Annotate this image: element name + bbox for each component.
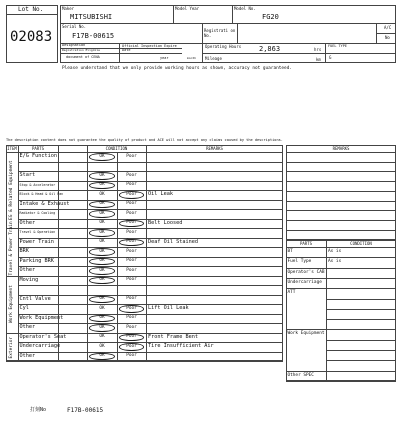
ok-option[interactable]: OK: [99, 305, 105, 311]
remarks-line: [286, 171, 396, 172]
row-line: [18, 266, 283, 267]
part-name: Block & Head & Oil Pan: [19, 192, 64, 197]
hrs-label: hrs: [314, 47, 322, 52]
ok-selected-circle: [89, 229, 115, 237]
parts-row-line: [326, 319, 396, 320]
ok-selected-circle: [89, 182, 115, 190]
remarks-col-line: [146, 145, 147, 361]
poor-option[interactable]: Poor: [126, 172, 137, 178]
operating-hours-label: Operating Hours: [205, 44, 242, 49]
remarks-header-line: [286, 152, 396, 153]
spec-condition: As is: [328, 259, 342, 265]
ok-option[interactable]: OK: [99, 267, 105, 273]
poor-selected-circle: [119, 334, 144, 342]
part-name: Other: [19, 324, 36, 330]
ok-selected-circle: [89, 277, 115, 285]
ac-label: A/C: [384, 25, 392, 30]
remark-text: Tire Insufficient Air: [148, 343, 214, 349]
remarks-box: [286, 145, 396, 240]
remark-text: Lift Oil Leak: [148, 305, 189, 311]
poor-option[interactable]: Poor: [126, 153, 137, 159]
inspection-label: Official Inspection Expire Date: [122, 44, 177, 52]
maker-label: Maker: [62, 6, 75, 11]
ok-option[interactable]: OK: [99, 210, 105, 216]
remarks-line: [286, 162, 396, 163]
group-label: Exterior: [9, 335, 14, 358]
lot-number: 02083: [10, 29, 53, 45]
group-label: Work Equipment: [9, 285, 14, 323]
ok-selected-circle: [89, 248, 115, 256]
spec-part: ATT: [287, 290, 296, 296]
ok-option[interactable]: OK: [99, 191, 105, 197]
part-name: E/G Function: [19, 153, 57, 159]
row-line: [6, 276, 283, 277]
part-name: BRK: [19, 248, 29, 254]
ok-option[interactable]: OK: [99, 182, 105, 187]
cena-label: document of CENA: [66, 55, 100, 59]
ok-option[interactable]: OK: [99, 229, 105, 235]
ok-selected-circle: [89, 210, 115, 218]
poor-option[interactable]: Poor: [126, 277, 137, 282]
poor-option[interactable]: Poor: [126, 324, 137, 330]
group-label: EG & Related Equipment: [9, 160, 14, 220]
ok-selected-circle: [89, 258, 115, 266]
part-name: Power Train: [19, 238, 54, 245]
ok-option[interactable]: OK: [99, 343, 105, 349]
poor-selected-circle: [119, 220, 144, 228]
ok-selected-circle: [89, 267, 115, 275]
remarks-line: [286, 191, 396, 192]
mileage-label: Mileage: [205, 56, 222, 61]
row-line: [6, 228, 283, 229]
designation-label: Designation: [62, 43, 86, 47]
parts-row-line: [326, 309, 396, 310]
ok-selected-circle: [89, 153, 115, 161]
parts-header-line: [286, 247, 396, 248]
row-line: [18, 257, 283, 258]
part-name: Other: [19, 219, 36, 226]
remark-text: Front Frame Bent: [148, 333, 198, 340]
part-name: Work Equipment: [19, 314, 64, 321]
model-no-label: Model No.: [234, 6, 256, 11]
poor-option[interactable]: Poor: [126, 258, 137, 263]
poor-option[interactable]: Poor: [126, 296, 137, 301]
part-name: Stop & Accelerator: [19, 182, 56, 187]
serial-value: F17B-00615: [72, 32, 115, 40]
spec-part: BT: [287, 249, 293, 254]
parts-row-line: [326, 350, 396, 351]
hours-note: Please understand that we only provide working hours as shown, accuracy not guaranteed.: [62, 66, 292, 71]
remarks-line: [286, 230, 396, 231]
part-name: Other: [19, 267, 36, 273]
row-line: [18, 352, 283, 353]
part-name: Undercarriage: [19, 343, 61, 349]
parts-row-line: [326, 340, 396, 341]
ok-selected-circle: [89, 315, 115, 323]
ac-value: No: [385, 35, 390, 40]
row-line: [18, 181, 283, 182]
part-name: Parking BRK: [19, 257, 54, 264]
poor-option[interactable]: Poor: [126, 334, 137, 339]
poor-selected-circle: [119, 305, 144, 313]
poor-option[interactable]: Poor: [126, 343, 137, 349]
row-line: [18, 285, 283, 286]
ok-option[interactable]: OK: [99, 258, 105, 263]
parts-row-line: [286, 278, 396, 279]
fuel-type-label: FUEL TYPE: [328, 44, 347, 48]
condition-panel-header: CONDITION: [350, 240, 372, 246]
month-label: month: [187, 56, 197, 60]
ok-selected-circle: [89, 201, 115, 209]
ok-selected-circle: [89, 353, 115, 361]
poor-option[interactable]: Poor: [126, 305, 137, 311]
part-name: Other: [19, 352, 36, 359]
registration-label: Registrati on No.: [204, 28, 236, 38]
ok-selected-circle: [89, 296, 115, 304]
ok-option[interactable]: OK: [99, 296, 105, 301]
poor-option[interactable]: Poor: [126, 191, 137, 197]
spec-part: Fuel Type: [287, 259, 312, 265]
parts-row-line: [326, 360, 396, 361]
ok-option[interactable]: OK: [99, 220, 105, 225]
ok-option[interactable]: OK: [99, 248, 105, 254]
ok-option[interactable]: OK: [99, 334, 105, 339]
row-line: [18, 209, 283, 210]
row-line: [18, 247, 283, 248]
part-name: Moving: [19, 276, 39, 283]
part-name: Cyl: [19, 305, 29, 311]
part-name: Intake & Exhaust: [19, 200, 70, 207]
poor-option[interactable]: Poor: [126, 353, 137, 358]
poor-option[interactable]: Poor: [126, 315, 137, 320]
condition-header: CONDITION: [105, 145, 128, 151]
row-line: [6, 361, 283, 362]
remark-text: Oil Leak: [148, 191, 173, 197]
poor-option[interactable]: Poor: [126, 267, 137, 273]
row-line: [18, 295, 283, 296]
remarks-header: REMARKS: [206, 145, 223, 151]
spec-part: Work Equipment: [287, 331, 325, 337]
poor-option[interactable]: Poor: [126, 220, 137, 225]
ok-option[interactable]: OK: [99, 153, 105, 159]
row-line: [18, 323, 283, 324]
year-label: year: [160, 56, 169, 60]
remark-text: Deaf Oil Stained: [148, 238, 198, 245]
operating-hours-value: 2,863: [259, 45, 281, 53]
fuel-type-value: G: [329, 55, 332, 60]
remarks-line: [286, 220, 396, 221]
spec-part: Other SPEC: [287, 372, 314, 378]
spec-condition: As is: [328, 249, 342, 254]
parts-row-line: [286, 381, 396, 382]
remarks-line: [286, 201, 396, 202]
group-label: Travel & Power Train: [9, 221, 14, 276]
spec-part: Undercarriage: [287, 279, 322, 285]
parts-row-line: [286, 268, 396, 269]
remarks-line: [286, 210, 396, 211]
part-name: Cntl Valve: [19, 295, 51, 302]
poor-option[interactable]: Poor: [126, 201, 137, 206]
remarks-line: [286, 181, 396, 182]
ok-selected-circle: [89, 172, 115, 180]
poor-selected-circle: [119, 239, 144, 247]
serial-label: Serial No.: [62, 24, 87, 29]
row-line: [18, 171, 283, 172]
poor-option[interactable]: Poor: [126, 229, 137, 235]
footer-serial: F17B-00615: [67, 407, 104, 414]
ok-option[interactable]: OK: [99, 172, 105, 178]
parts-panel-header: PARTS: [299, 240, 313, 246]
part-name: Radiator & Cooling: [19, 211, 56, 216]
parts-row-line: [326, 299, 396, 300]
ok-option[interactable]: OK: [99, 201, 105, 206]
lot-label: Lot No.: [18, 6, 44, 13]
remarks-panel-header: REMARKS: [332, 145, 350, 151]
row-line: [18, 162, 283, 163]
parts-row-line: [286, 371, 396, 372]
ok-option[interactable]: OK: [99, 239, 105, 244]
parts-col-line: [58, 145, 59, 361]
part-name: Start: [19, 172, 36, 178]
km-label: km: [316, 57, 321, 62]
ok-option[interactable]: OK: [99, 353, 105, 358]
disclaimer-text: The description content does not guarantee the quality of product and ACE will not accept any claims caused by the descriptions.: [6, 138, 283, 142]
part-name: Operator's Seat: [19, 333, 67, 340]
spec-part: Operator's CAB: [287, 269, 325, 275]
parts-row-line: [286, 288, 396, 289]
footer-label: 打刻No: [30, 407, 47, 413]
remark-text: Belt Loosed: [148, 219, 183, 226]
poor-selected-circle: [119, 191, 144, 199]
part-name: Travel & Operation: [19, 230, 56, 235]
poor-option[interactable]: Poor: [126, 182, 137, 187]
poor-option[interactable]: Poor: [126, 210, 137, 216]
ok-selected-circle: [89, 324, 115, 332]
poor-option[interactable]: Poor: [126, 248, 137, 254]
model-no-value: FG20: [262, 13, 279, 21]
item-header: ITEM: [7, 145, 17, 151]
model-year-label: Model Year: [175, 6, 200, 11]
poor-option[interactable]: Poor: [126, 239, 137, 244]
ok-option[interactable]: OK: [99, 315, 105, 320]
maker-value: MITSUBISHI: [70, 13, 113, 21]
ok-option[interactable]: OK: [99, 277, 105, 282]
poor-selected-circle: [119, 343, 144, 351]
ok-option[interactable]: OK: [99, 324, 105, 330]
parts-header: PARTS: [31, 145, 45, 151]
registration-eligible-label: Registration Eligible: [62, 48, 100, 52]
